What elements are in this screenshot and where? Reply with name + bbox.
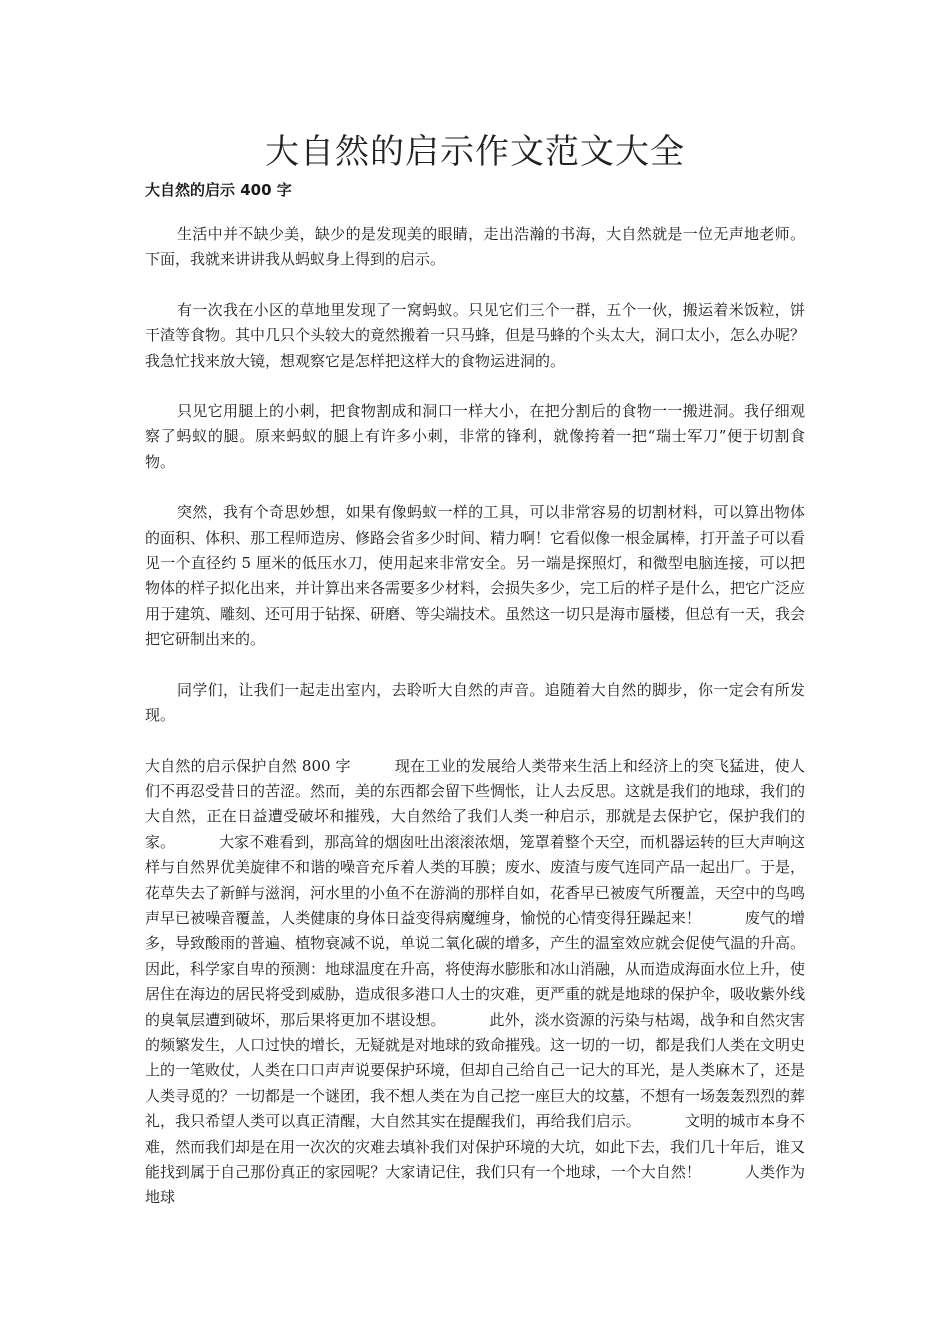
essay-2-segment: 此外，淡水资源的污染与枯竭，战争和自然灾害的频繁发生，人口过快的增长，无疑就是对地球的致命摧残。这一切的一切，都是我们人类在文明史上的一笔败仗，人类在口口声声说要保护环境，但却自己给自己一记大的耳光，是人类麻木了，还是人类寻觅的？一切都是一个谜团，我不想人类在为自己挖一座巨大的坟墓，不想有一场轰轰烈烈的葬礼，我只希望人类可以真正清醒，大自然其实在提醒我们，再给我们启示。 — [145, 1010, 806, 1131]
paragraph: 生活中并不缺少美，缺少的是发现美的眼睛，走出浩瀚的书海，大自然就是一位无声地老师。下面，我就来讲讲我从蚂蚁身上得到的启示。 — [145, 225, 805, 269]
document-body — [145, 222, 805, 1236]
essay-2-paragraph — [145, 754, 805, 1211]
essay-2-segment: 文明的城市本身不难，然而我们却是在用一次次的灾难去填补我们对保护环境的大坑，如此下去，我们几十年后，谁又能找到属于自己那份真正的家园呢？大家请记住，我们只有一个地球，一个大自然！ — [145, 1112, 806, 1181]
essay-2-heading: 大自然的启示保护自然 800 字 — [145, 756, 351, 775]
paragraph: 只见它用腿上的小刺，把食物割成和洞口一样大小，在把分割后的食物一一搬进洞。我仔细观察了蚂蚁的腿。原来蚂蚁的腿上有许多小刺，非常的锋利，就像挎着一把“瑞士军刀”便于切割食物。 — [145, 402, 805, 471]
essay-2-segment: 人类作为地球 — [145, 1163, 805, 1207]
document-title: 大自然的启示作文范文大全 — [265, 132, 685, 172]
section-heading: 大自然的启示 400 字 — [145, 181, 292, 199]
essay-2-segment: 大家不难看到，那高耸的烟囱吐出滚滚浓烟，笼罩着整个天空，而机器运转的巨大声响这样与自然界优美旋律不和谐的噪音充斥着人类的耳膜；废水、废渣与废气连同产品一起出厂。于是，花草失去了新鲜与滋润，河水里的小鱼不在游淌的那样自如，花香早已被废气所覆盖，天空中的鸟鸣声早已被噪音覆盖，人类健康的身体日益变得病魔缠身，愉悦的心情变得狂躁起来！ — [145, 832, 806, 927]
paragraph: 突然，我有个奇思妙想，如果有像蚂蚁一样的工具，可以非常容易的切割材料，可以算出物体的面积、体积、那工程师造房、修路会省多少时间、精力啊！它看似像一根金属棒，打开盖子可以看见一个直径约 5 厘米的低压水刀，使用起来非常安全。另一端是探照灯，和微型电脑连接，可以把物体的样子拟化出来，并计算出来各需要多少材料，会损失多少，完工后的样子是什么，把它广泛应用于建筑、雕刻、还可用于钻探、研磨、等尖端技术。虽然这一切只是海市蜃楼，但总有一天，我会把它研制出来的。 — [145, 503, 806, 649]
essay-2-segment: 现在工业的发展给人类带来生活上和经济上的突飞猛进，使人们不再忍受昔日的苦涩。然而，美的东西都会留下些惆怅，让人去反思。这就是我们的地球，我们的大自然，正在日益遭受破坏和摧残，大自然给了我们人类一种启示，那就是去保护它，保护我们的家。 — [145, 756, 806, 851]
paragraph: 同学们，让我们一起走出室内，去聆听大自然的声音。追随着大自然的脚步，你一定会有所发现。 — [145, 680, 805, 725]
paragraph: 有一次我在小区的草地里发现了一窝蚂蚁。只见它们三个一群，五个一伙，搬运着米饭粒，饼干渣等食物。其中几只个头较大的竟然搬着一只马蜂，但是马蜂的个头太大，洞口太小，怎么办呢？我急忙找来放大镜，想观察它是怎样把这样大的食物运进洞的。 — [145, 300, 806, 370]
essay-2-segment: 废气的增多，导致酸雨的普遍、植物衰减不说，单说二氧化碳的增多，产生的温室效应就会促使气温的升高。因此，科学家自卑的预测：地球温度在升高，将使海水膨胀和冰山消融，从而造成海面水位上升，使居住在海边的居民将受到威胁，造成很多港口人士的灾难，更严重的就是地球的保护伞，吸收紫外线的臭氧层遭到破坏，那后果将更加不堪设想。 — [145, 908, 806, 1029]
